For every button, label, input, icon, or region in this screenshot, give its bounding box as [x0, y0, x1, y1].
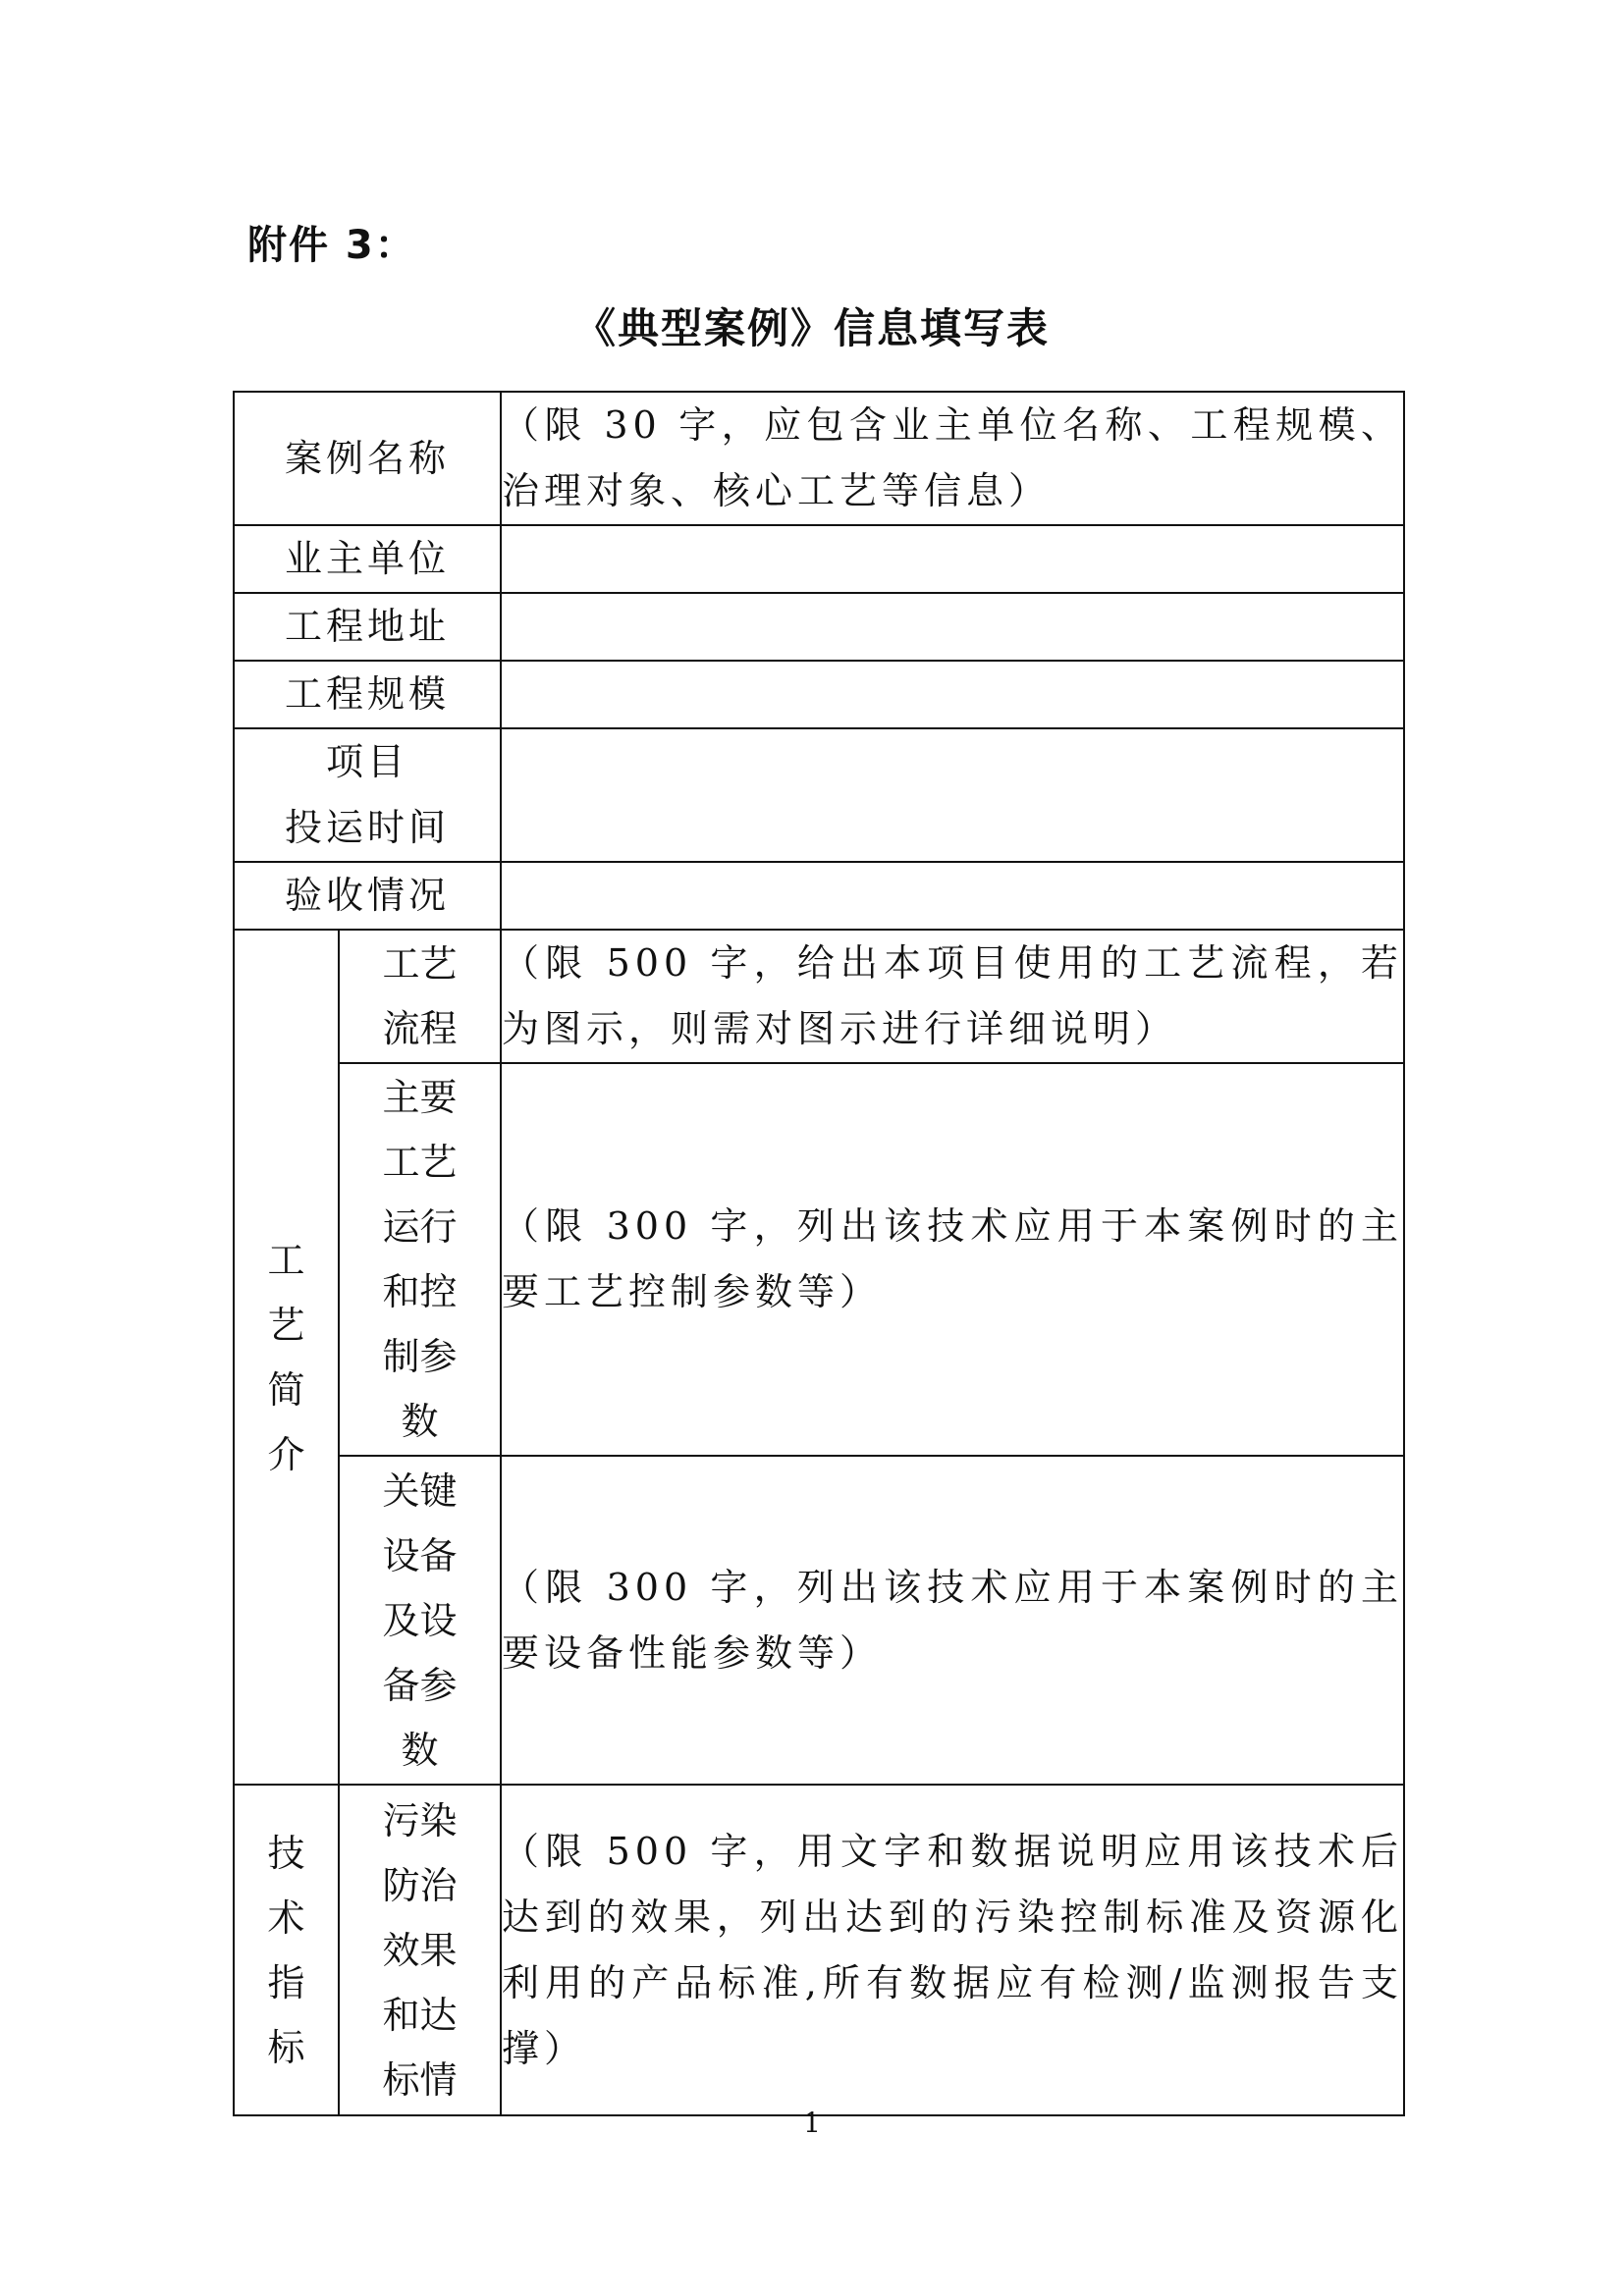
- info-form-table: [233, 391, 1405, 2116]
- row-process-params: [234, 1063, 1404, 1456]
- row-key-equipment: [234, 1456, 1404, 1785]
- owner-field[interactable]: [501, 525, 1404, 593]
- case-name-hint[interactable]: （限 30 字，应包含业主单位名称、工程规模、治理对象、核心工艺等信息）: [501, 392, 1404, 525]
- attachment-label: 附件 3：: [247, 223, 416, 268]
- row-process-flow: [234, 930, 1404, 1063]
- operation-time-label: [234, 728, 501, 862]
- address-label: 工程地址: [234, 593, 501, 661]
- case-name-label: 案例名称: [234, 392, 501, 525]
- process-flow-hint[interactable]: （限 500 字，给出本项目使用的工艺流程，若为图示，则需对图示进行详细说明）: [501, 930, 1404, 1063]
- process-params-hint[interactable]: （限 300 字，列出该技术应用于本案例时的主要工艺控制参数等）: [501, 1063, 1404, 1456]
- address-field[interactable]: [501, 593, 1404, 661]
- operation-time-field[interactable]: [501, 728, 1404, 862]
- process-flow-label: 工艺 流程: [339, 930, 501, 1063]
- row-operation-time: [234, 728, 1404, 862]
- acceptance-label: 验收情况: [234, 862, 501, 930]
- scale-label: 工程规模: [234, 661, 501, 728]
- row-acceptance: [234, 862, 1404, 930]
- key-equipment-hint[interactable]: （限 300 字，列出该技术应用于本案例时的主要设备性能参数等）: [501, 1456, 1404, 1785]
- owner-label: 业主单位: [234, 525, 501, 593]
- operation-time-label-line2: 投运时间: [285, 806, 451, 849]
- row-pollution-effect: [234, 1785, 1404, 2115]
- scale-field[interactable]: [501, 661, 1404, 728]
- acceptance-field[interactable]: [501, 862, 1404, 930]
- operation-time-label-line1: 项目: [326, 740, 409, 783]
- row-scale: [234, 661, 1404, 728]
- page-number: 1: [803, 2107, 821, 2139]
- key-equipment-label: 关键 设备 及设 备参 数: [339, 1456, 501, 1785]
- pollution-effect-label: 污染 防治 效果 和达 标情: [339, 1785, 501, 2115]
- form-title: 《典型案例》信息填写表: [573, 304, 1050, 352]
- process-intro-group-label: 工 艺 简 介: [234, 930, 339, 1785]
- row-address: [234, 593, 1404, 661]
- row-owner: [234, 525, 1404, 593]
- row-case-name: [234, 392, 1404, 525]
- process-params-label: 主要 工艺 运行 和控 制参 数: [339, 1063, 501, 1456]
- pollution-effect-hint[interactable]: （限 500 字，用文字和数据说明应用该技术后达到的效果，列出达到的污染控制标准及资源化利用的产品标准,所有数据应有检测/监测报告支撑）: [501, 1785, 1404, 2115]
- tech-indicators-group-label: 技 术 指 标: [234, 1785, 339, 2115]
